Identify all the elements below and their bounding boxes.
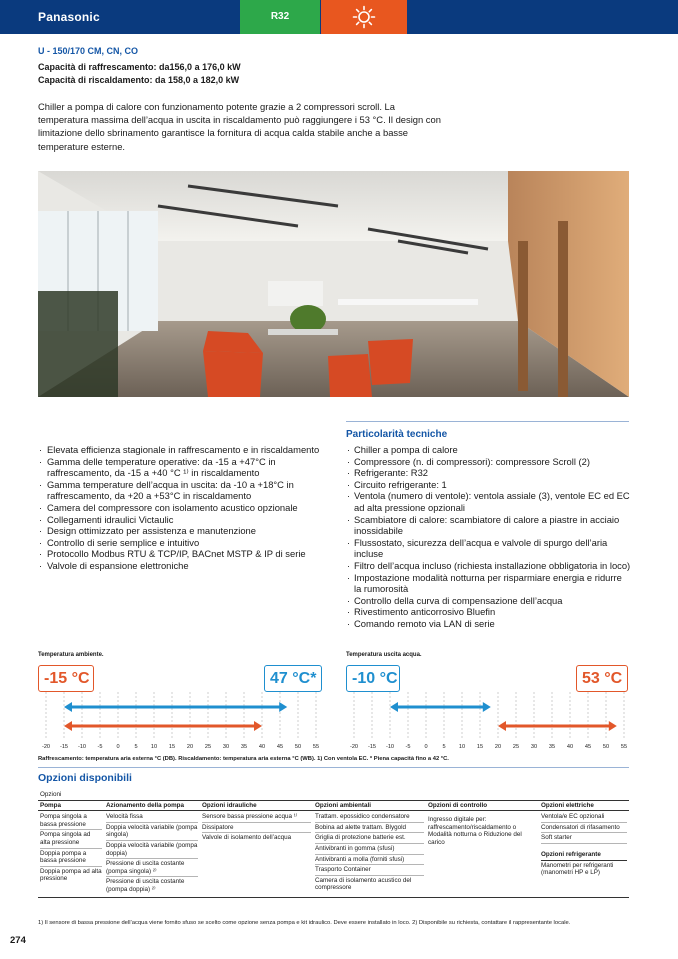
option-item: Sensore bassa pressione acqua ¹⁾ (202, 812, 311, 823)
tick-label: 30 (530, 744, 538, 750)
option-item: Velocità fissa (106, 812, 198, 823)
tech-item: · Ventola (numero di ventole): ventola assiale (3), ventole EC ed EC ad alta pressione opzionali (346, 490, 631, 513)
col-controllo (426, 811, 539, 896)
option-item: Pompa singola ad alta pressione (40, 830, 102, 848)
tick-label: 10 (458, 744, 466, 750)
scale-note: Raffrescamento: temperatura aria esterna °C (DB). Riscaldamento: temperatura aria esterna °C (WB). 1) Con ventola EC. * Piena capacità fino a 42 °C. (38, 756, 449, 762)
ambient-range-chart (38, 692, 328, 754)
water-range-chart (346, 692, 636, 754)
tick-label: 5 (442, 744, 446, 750)
water-max-box: 53 °C (576, 665, 628, 692)
ambient-max-box: 47 °C* (264, 665, 322, 692)
model-title: U - 150/170 CM, CN, CO (38, 46, 139, 56)
sun-icon (352, 5, 376, 29)
option-item: Camera di isolamento acustico del compressore (315, 876, 412, 892)
office-photo (38, 171, 629, 397)
tick-label: 25 (512, 744, 520, 750)
tick-label: -20 (349, 744, 359, 750)
option-item: Valvole di isolamento dell’acqua (202, 834, 292, 842)
footnote: 1) Il sensore di bassa pressione dell’acqua viene fornito sfuso se scelto come opzione senza pompa e kit idraulico. Deve essere installato in loco. 2) Disponibile su richiesta, contattare il rappresentante locale. (38, 920, 571, 926)
option-item: Soft starter (541, 833, 627, 844)
col-header: Azionamento della pompa (104, 800, 200, 811)
feature-item: · Elevata efficienza stagionale in raffrescamento e in riscaldamento (38, 444, 326, 456)
tech-title: Particolarità tecniche (346, 429, 448, 440)
col-header: Opzioni idrauliche (200, 800, 313, 811)
tick-label: 50 (294, 744, 302, 750)
feature-list (38, 444, 326, 572)
tick-label: 10 (150, 744, 158, 750)
option-item: Pompa singola a bassa pressione (40, 812, 102, 830)
tick-label: 5 (134, 744, 138, 750)
feature-item: · Gamma temperature dell’acqua in uscita: da -10 a +18°C in raffrescamento, da +20 a +53°C in riscaldamento (38, 479, 326, 502)
tech-item: · Comando remoto via LAN di serie (346, 618, 631, 630)
tick-label: 40 (566, 744, 574, 750)
col-header: Opzioni elettriche (539, 800, 629, 811)
tick-label: 35 (240, 744, 248, 750)
tick-label: -15 (367, 744, 377, 750)
options-title: Opzioni disponibili (38, 772, 132, 784)
options-bottom-rule (38, 897, 629, 898)
intro-paragraph: Chiller a pompa di calore con funzionamento potente grazie a 2 compressori scroll. La temperatura massima dell’acqua in uscita in riscaldamento può raggiungere i 53 °C. Il design con limitazione dello sbrinamento garantisce la fornitura di acqua calda stabile anche a basse temperature esterne. (38, 101, 441, 152)
tech-item: · Impostazione modalità notturna per risparmiare energia e ridurre la rumorosità (346, 572, 631, 595)
arrow-left-icon (498, 721, 506, 731)
page-number: 274 (10, 935, 26, 946)
heating-mode-tab (321, 0, 407, 34)
option-item: Doppia velocità variabile (pompa doppia) (106, 841, 198, 859)
arrow-right-icon (483, 702, 491, 712)
ambient-min-box: -15 °C (38, 665, 94, 692)
refrigerant-options-title: Opzioni refrigerante (541, 850, 627, 861)
feature-item: · Protocollo Modbus RTU & TCP/IP, BACnet MSTP & IP di serie (38, 548, 326, 560)
tick-label: 50 (602, 744, 610, 750)
arrow-left-icon (64, 721, 72, 731)
tick-label: 20 (494, 744, 502, 750)
option-item: Condensatori di rifasamento (541, 823, 627, 834)
tech-item: · Rivestimento anticorrosivo Bluefin (346, 606, 631, 618)
option-item: Trasporto Container (315, 865, 424, 876)
feature-item: · Valvole di espansione elettroniche (38, 560, 326, 572)
tick-label: 45 (584, 744, 592, 750)
col-header: Pompa (38, 800, 104, 811)
tick-label: -5 (97, 744, 103, 750)
option-item: Bobina ad alette trattam. Blygold (315, 823, 424, 834)
option-item: Trattam. epossidico condensatore (315, 812, 424, 823)
feature-item: · Camera del compressore con isolamento acustico opzionale (38, 502, 326, 514)
tick-label: 55 (312, 744, 320, 750)
col-header: Opzioni di controllo (426, 800, 539, 811)
tech-divider (346, 421, 629, 422)
tech-item: · Refrigerante: R32 (346, 467, 631, 479)
water-range-title: Temperatura uscita acqua. (346, 652, 422, 658)
col-idrauliche (200, 811, 313, 896)
tick-label: -20 (41, 744, 51, 750)
tick-label: 30 (222, 744, 230, 750)
option-item: Doppia velocità variabile (pompa singola) (106, 823, 198, 841)
col-ambientali (313, 811, 426, 896)
feature-item: · Design ottimizzato per assistenza e manutenzione (38, 525, 326, 537)
col-elettriche (539, 811, 629, 896)
options-group-label: Opzioni (40, 791, 62, 798)
tick-label: -10 (385, 744, 395, 750)
option-item: Antivibranti a molla (forniti sfusi) (315, 855, 424, 866)
tech-item: · Flussostato, sicurezza dell’acqua e valvole di spurgo dell’aria incluse (346, 537, 631, 560)
arrow-left-icon (390, 702, 398, 712)
arrow-right-icon (609, 721, 617, 731)
option-item: Ventola/e EC opzionali (541, 812, 627, 823)
arrow-right-icon (279, 702, 287, 712)
tech-item: · Filtro dell’acqua incluso (richiesta installazione obbligatoria in loco) (346, 560, 631, 572)
tick-label: 40 (258, 744, 266, 750)
option-item: Pressione di uscita costante (pompa doppia) ²⁾ (106, 878, 185, 893)
arrow-left-icon (64, 702, 72, 712)
tech-item: · Circuito refrigerante: 1 (346, 479, 631, 491)
option-item: Dissipatore (202, 823, 311, 834)
tick-label: 35 (548, 744, 556, 750)
tick-label: 25 (204, 744, 212, 750)
option-item: Doppia pompa ad alta pressione (40, 867, 102, 883)
tick-label: -5 (405, 744, 411, 750)
feature-item: · Collegamenti idraulici Victaulic (38, 514, 326, 526)
option-item: Griglia di protezione batterie est. (315, 833, 424, 844)
cooling-capacity: Capacità di raffrescamento: da156,0 a 176,0 kW (38, 62, 241, 72)
tick-label: 0 (424, 744, 428, 750)
options-divider (38, 767, 629, 768)
tech-list (346, 444, 631, 630)
tick-label: 55 (620, 744, 628, 750)
option-item: Ingresso digitale per: raffrescamento/riscaldamento o Modalità notturna o Riduzione del carico (428, 816, 522, 846)
col-pompa (38, 811, 104, 896)
feature-item: · Gamma delle temperature operative: da -15 a +47°C in raffrescamento, da -15 a +40 °C ¹⁾ in riscaldamento (38, 456, 326, 479)
refrigerant-tab: R32 (240, 0, 320, 34)
tech-item: · Controllo della curva di compensazione dell’acqua (346, 595, 631, 607)
tick-label: 20 (186, 744, 194, 750)
option-item: Doppia pompa a bassa pressione (40, 849, 102, 867)
tick-label: 0 (116, 744, 120, 750)
tick-label: 15 (168, 744, 176, 750)
heating-capacity: Capacità di riscaldamento: da 158,0 a 182,0 kW (38, 75, 240, 85)
option-item: Antivibranti in gomma (sfusi) (315, 844, 424, 855)
option-item: Manometri per refrigeranti (manometri HP e LP) (541, 861, 614, 877)
brand-logo: Panasonic (38, 10, 100, 24)
tick-label: -15 (59, 744, 69, 750)
tick-label: 15 (476, 744, 484, 750)
water-min-box: -10 °C (346, 665, 400, 692)
tech-item: · Chiller a pompa di calore (346, 444, 631, 456)
options-table (38, 790, 629, 896)
tech-item: · Compressore (n. di compressori): compressore Scroll (2) (346, 456, 631, 468)
tick-label: 45 (276, 744, 284, 750)
ambient-range-title: Temperatura ambiente. (38, 652, 104, 658)
option-item: Pressione di uscita costante (pompa singola) ²⁾ (106, 859, 198, 877)
col-header: Opzioni ambientali (313, 800, 426, 811)
tech-item: · Scambiatore di calore: scambiatore di calore a piastre in acciaio inossidabile (346, 514, 631, 537)
feature-item: · Controllo di serie semplice e intuitivo (38, 537, 326, 549)
arrow-right-icon (254, 721, 262, 731)
header-bar (0, 0, 678, 34)
tick-label: -10 (77, 744, 87, 750)
col-azionamento (104, 811, 200, 896)
